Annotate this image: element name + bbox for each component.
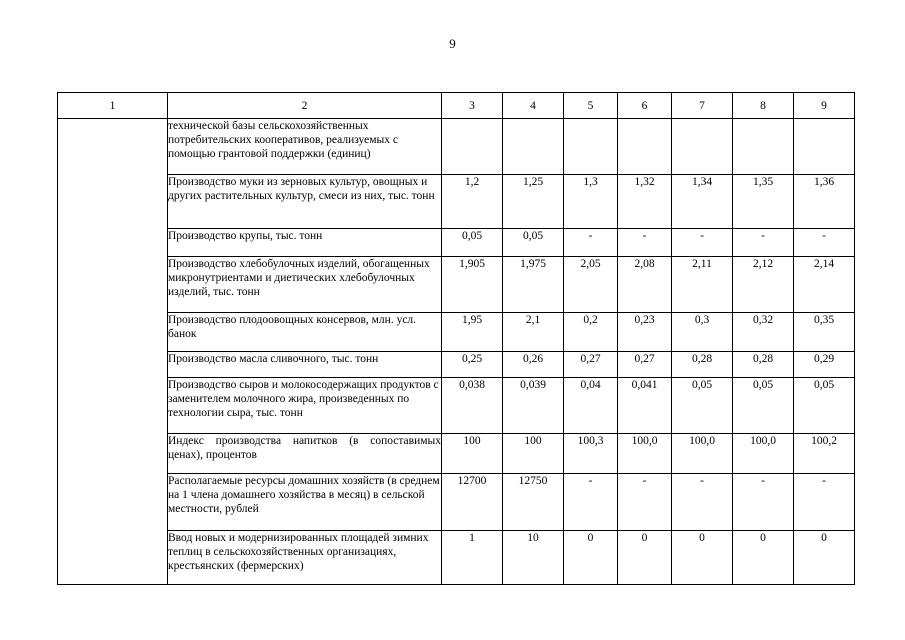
value-cell: 1,3: [564, 175, 618, 229]
value-cell: 1: [442, 531, 503, 585]
value-cell: [733, 119, 794, 175]
header-cell: 7: [672, 93, 733, 119]
indicator-name: Производство хлебобулочных изделий, обогащенных микронутриентами и диетических хлебобулочных изделий, тыс. тонн: [168, 257, 442, 313]
value-cell: [672, 119, 733, 175]
value-cell: 0,038: [442, 378, 503, 434]
value-cell: 2,05: [564, 257, 618, 313]
value-cell: 0,35: [794, 313, 855, 352]
indicators-table: [57, 92, 855, 585]
value-cell: [503, 119, 564, 175]
value-cell: -: [672, 229, 733, 257]
value-cell: 0: [564, 531, 618, 585]
value-cell: 0,27: [618, 352, 672, 378]
value-cell: 0: [733, 531, 794, 585]
indicator-name: Располагаемые ресурсы домашних хозяйств (в среднем на 1 члена домашнего хозяйства в месяц) в сельской местности, рублей: [168, 474, 442, 531]
value-cell: 2,12: [733, 257, 794, 313]
value-cell: 2,1: [503, 313, 564, 352]
header-cell: 6: [618, 93, 672, 119]
value-cell: 1,35: [733, 175, 794, 229]
table-row: [58, 257, 855, 313]
header-cell: 1: [58, 93, 168, 119]
value-cell: -: [794, 229, 855, 257]
value-cell: 1,905: [442, 257, 503, 313]
header-cell: 3: [442, 93, 503, 119]
indicator-name: Ввод новых и модернизированных площадей зимних теплиц в сельскохозяйственных организациях, крестьянских (фермерских): [168, 531, 442, 585]
header-row: [58, 93, 855, 119]
value-cell: 0,25: [442, 352, 503, 378]
value-cell: 0: [618, 531, 672, 585]
value-cell: 1,25: [503, 175, 564, 229]
value-cell: 10: [503, 531, 564, 585]
row-number-cell: [58, 119, 168, 585]
value-cell: 0,2: [564, 313, 618, 352]
value-cell: 100,3: [564, 434, 618, 474]
table-row: [58, 175, 855, 229]
indicator-name: Производство масла сливочного, тыс. тонн: [168, 352, 442, 378]
indicator-name: технической базы сельскохозяйственных потребительских кооперативов, реализуемых с помощью грантовой поддержки (единиц): [168, 119, 442, 175]
value-cell: 1,32: [618, 175, 672, 229]
value-cell: 0,05: [733, 378, 794, 434]
value-cell: 0,28: [733, 352, 794, 378]
value-cell: 0,3: [672, 313, 733, 352]
value-cell: 0,32: [733, 313, 794, 352]
value-cell: 0,05: [503, 229, 564, 257]
header-cell: 5: [564, 93, 618, 119]
value-cell: -: [618, 229, 672, 257]
page-number: 9: [449, 36, 456, 51]
value-cell: 0,039: [503, 378, 564, 434]
value-cell: 2,08: [618, 257, 672, 313]
table-row: [58, 474, 855, 531]
value-cell: 100,0: [672, 434, 733, 474]
value-cell: 100,2: [794, 434, 855, 474]
value-cell: -: [672, 474, 733, 531]
value-cell: 0,04: [564, 378, 618, 434]
value-cell: 2,14: [794, 257, 855, 313]
value-cell: 100: [503, 434, 564, 474]
table-row: [58, 352, 855, 378]
value-cell: 0,05: [794, 378, 855, 434]
indicator-name: Производство сыров и молокосодержащих продуктов с заменителем молочного жира, произведенных по технологии сыра, тыс. тонн: [168, 378, 442, 434]
value-cell: -: [564, 474, 618, 531]
value-cell: 1,975: [503, 257, 564, 313]
value-cell: -: [618, 474, 672, 531]
value-cell: 1,2: [442, 175, 503, 229]
value-cell: 0,26: [503, 352, 564, 378]
value-cell: 12700: [442, 474, 503, 531]
value-cell: 100: [442, 434, 503, 474]
value-cell: [442, 119, 503, 175]
header-cell: 9: [794, 93, 855, 119]
value-cell: 0: [794, 531, 855, 585]
value-cell: 1,34: [672, 175, 733, 229]
header-cell: 4: [503, 93, 564, 119]
value-cell: 12750: [503, 474, 564, 531]
value-cell: 2,11: [672, 257, 733, 313]
header-cell: 8: [733, 93, 794, 119]
value-cell: 0,23: [618, 313, 672, 352]
value-cell: [618, 119, 672, 175]
table-row: [58, 119, 855, 175]
value-cell: 100,0: [618, 434, 672, 474]
value-cell: -: [564, 229, 618, 257]
table-row: [58, 434, 855, 474]
value-cell: 0,29: [794, 352, 855, 378]
value-cell: 0,041: [618, 378, 672, 434]
indicator-name: Производство крупы, тыс. тонн: [168, 229, 442, 257]
table-row: [58, 313, 855, 352]
value-cell: 1,36: [794, 175, 855, 229]
table-row: [58, 378, 855, 434]
value-cell: 0,05: [442, 229, 503, 257]
value-cell: 0: [672, 531, 733, 585]
value-cell: -: [733, 229, 794, 257]
value-cell: -: [733, 474, 794, 531]
value-cell: 0,28: [672, 352, 733, 378]
table-row: [58, 531, 855, 585]
value-cell: 100,0: [733, 434, 794, 474]
value-cell: 1,95: [442, 313, 503, 352]
indicator-name: Производство муки из зерновых культур, овощных и других растительных культур, смеси из них, тыс. тонн: [168, 175, 442, 229]
value-cell: -: [794, 474, 855, 531]
header-cell: 2: [168, 93, 442, 119]
indicator-name: Индекс производства напитков (в сопоставимых ценах), процентов: [168, 434, 442, 474]
indicator-name: Производство плодоовощных консервов, млн. усл. банок: [168, 313, 442, 352]
value-cell: [794, 119, 855, 175]
value-cell: 0,05: [672, 378, 733, 434]
value-cell: [564, 119, 618, 175]
table-row: [58, 229, 855, 257]
value-cell: 0,27: [564, 352, 618, 378]
